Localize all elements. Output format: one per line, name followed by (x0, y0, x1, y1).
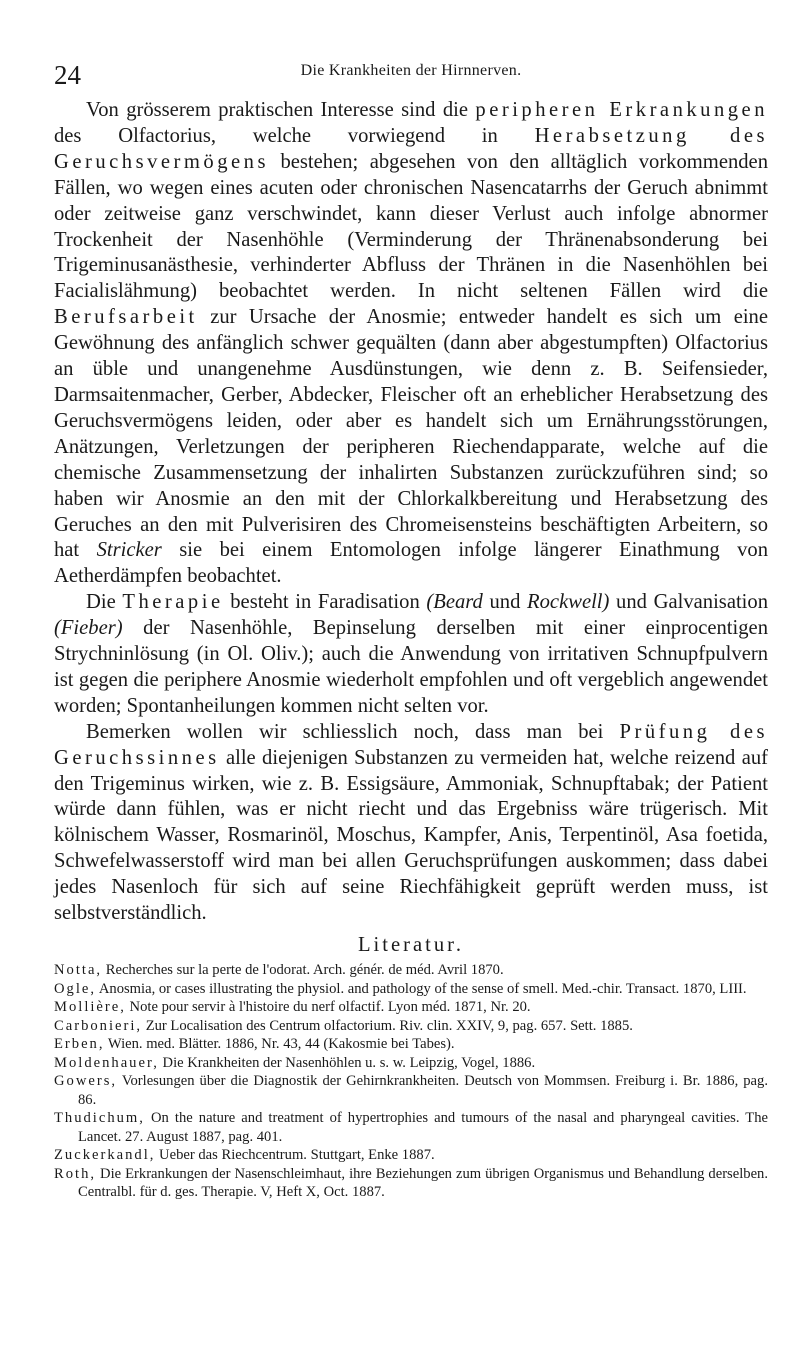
reference-text: Recherches sur la perte de l'odorat. Arch. génér. de méd. Avril 1870. (102, 962, 504, 978)
reference-author: Thudichum, (54, 1110, 145, 1126)
text-run: und Galvanisation (609, 591, 768, 614)
reference-item (54, 980, 768, 999)
reference-text: Note pour servir à l'histoire du nerf olfactif. Lyon méd. 1871, Nr. 20. (125, 999, 531, 1015)
text-run: besteht in Faradisation (223, 591, 427, 614)
reference-text: Wien. med. Blätter. 1886, Nr. 43, 44 (Kakosmie bei Tabes). (104, 1036, 455, 1052)
emphasis-spaced: Therapie (122, 591, 224, 614)
author-name: Rockwell) (527, 591, 610, 614)
text-run: Von grösserem praktischen Interesse sind die (86, 99, 476, 121)
reference-text: Die Krankheiten der Nasenhöhlen u. s. w. Leipzig, Vogel, 1886. (158, 1054, 536, 1071)
reference-item (54, 1035, 768, 1054)
body-text (54, 98, 768, 927)
reference-item (54, 1054, 768, 1073)
reference-text: Zur Localisation des Centrum olfactorium. Riv. clin. XXIV, 9, pag. 657. Sett. 1885. (142, 1017, 633, 1034)
author-name: (Fieber) (54, 617, 123, 640)
text-run: sie bei einem Entomologen infolge längerer Einathmung von Aetherdämpfen beobachtet. (54, 539, 768, 588)
page-number: 24 (54, 60, 81, 90)
reference-author: Notta, (54, 962, 103, 978)
reference-text: Ueber das Riechcentrum. Stuttgart, Enke 1887. (155, 1147, 435, 1163)
text-run: Die (86, 591, 123, 614)
text-run: des Olfactorius, welche vorwiegend in (54, 124, 535, 147)
reference-author: Mollière, (54, 999, 126, 1015)
paragraph-peripheral-disorders (54, 98, 768, 590)
emphasis-spaced: Prüfung des Geruchssinnes (54, 720, 768, 769)
emphasis-spaced: peripheren Erkrankungen (475, 99, 768, 121)
literature-heading: Literatur. (357, 934, 465, 956)
reference-author: Gowers, (54, 1073, 118, 1089)
reference-text: Anosmia, or cases illustrating the physiol. and pathology of the sense of smell. Med.-chir. Transact. 1870, LIII. (96, 980, 747, 997)
reference-text: On the nature and treatment of hypertrophies and tumours of the nasal and pharyngeal cavities. The Lancet. 27. August 1887, pag. 401. (78, 1110, 768, 1145)
text-run: der Nasenhöhle, Bepinselung derselben mit einer einprocentigen Strychninlösung (in Ol. Oliv.); auch die Anwendung von irritativen Schnupfpulvern ist gegen die periphere Anosmie wiederholt empfohlen und oft vergeblich angewendet worden; Spontanheilungen kommen nicht selten vor. (54, 617, 768, 717)
reference-author: Zuckerkandl, (54, 1147, 156, 1163)
running-title: Die Krankheiten der Hirnnerven. (300, 62, 522, 79)
reference-item (54, 998, 768, 1017)
reference-author: Roth, (54, 1165, 97, 1182)
reference-author: Moldenhauer, (54, 1054, 159, 1071)
reference-item (54, 1072, 768, 1109)
reference-text: Vorlesungen über die Diagnostik der Gehirnkrankheiten. Deutsch von Mommsen. Freiburg i. Br. 1886, pag. 86. (78, 1073, 768, 1108)
reference-text: Die Erkrankungen der Nasenschleimhaut, ihre Beziehungen zum übrigen Organismus und Behandlung derselben. Centralbl. für d. ges. Therapie. V, Heft X, Oct. 1887. (78, 1165, 768, 1200)
reference-item (54, 961, 768, 980)
reference-item (54, 1109, 768, 1146)
text-run: bestehen; abgesehen von den alltäglich vorkommenden Fällen, wo wegen eines acuten oder chronischen Nasencatarrhs der Geruch abnimmt oder zeitweise ganz verschwindet, kann dieser Verlust auch infolge abnormer Trockenheit der Nasenhöhle (Verminderung der Thränenabsonderung bei Trigeminusanästhesie, verhinderter Abfluss der Thränen in die Nasenhöhlen bei Facialislähmung) beobachtet werden. In nicht seltenen Fällen wird die (54, 150, 768, 303)
reference-author: Ogle, (54, 980, 97, 997)
reference-list (54, 961, 768, 1202)
text-run: Bemerken wollen wir schliesslich noch, dass man bei (86, 720, 620, 743)
reference-item (54, 1146, 768, 1165)
paragraph-testing (54, 720, 768, 927)
paragraph-therapy (54, 590, 768, 720)
text-run: zur Ursache der Anosmie; entweder handelt es sich um eine Gewöhnung des anfänglich schwer gequälten (dann aber abgestumpften) Olfactorius an üble und unangenehme Ausdünstungen, wie denn z. B. Seifensieder, Darmsaitenmacher, Gerber, Abdecker, Fleischer oft an erheblicher Herabsetzung des Geruchsvermögens leiden, oder aber es handelt sich um Ernährungsstörungen, Anätzungen, Verletzungen der peripheren Riechendapparate, welche auf die chemische Zusammensetzung der inhalirten Substanzen zurückzuführen sind; so haben wir Anosmie an den mit der Chlorkalkbereitung und Herabsetzung des Geruches an den mit Pulverisiren des Chromeisensteins beschäftigten Arbeitern, so hat (54, 306, 768, 562)
reference-author: Erben, (54, 1036, 105, 1052)
author-name: (Beard (426, 591, 483, 614)
reference-item (54, 1017, 768, 1036)
text-run: und (482, 591, 528, 614)
author-name: Stricker (96, 539, 162, 562)
page-header (54, 58, 768, 98)
emphasis-spaced: Herabsetzung des Geruchsvermögens (54, 124, 768, 173)
book-page (54, 0, 768, 1202)
reference-item (54, 1165, 768, 1202)
reference-author: Carbonieri, (54, 1017, 143, 1034)
text-run: alle diejenigen Substanzen zu vermeiden hat, welche reizend auf den Trigeminus wirken, wie z. B. Essigsäure, Ammoniak, Schnupftabak; der Patient würde dann fühlen, was er nicht riecht und das Ergebniss wäre trügerisch. Mit kölnischem Wasser, Rosmarinöl, Moschus, Kampfer, Anis, Terpentinöl, Asa foetida, Schwefelwasserstoff wird man bei allen Geruchsprüfungen auskommen; dass dabei jedes Nasenloch für sich auf seine Riechfähigkeit geprüft werden muss, ist selbstverständlich. (54, 746, 768, 925)
emphasis-spaced: Berufsarbeit (54, 306, 198, 329)
